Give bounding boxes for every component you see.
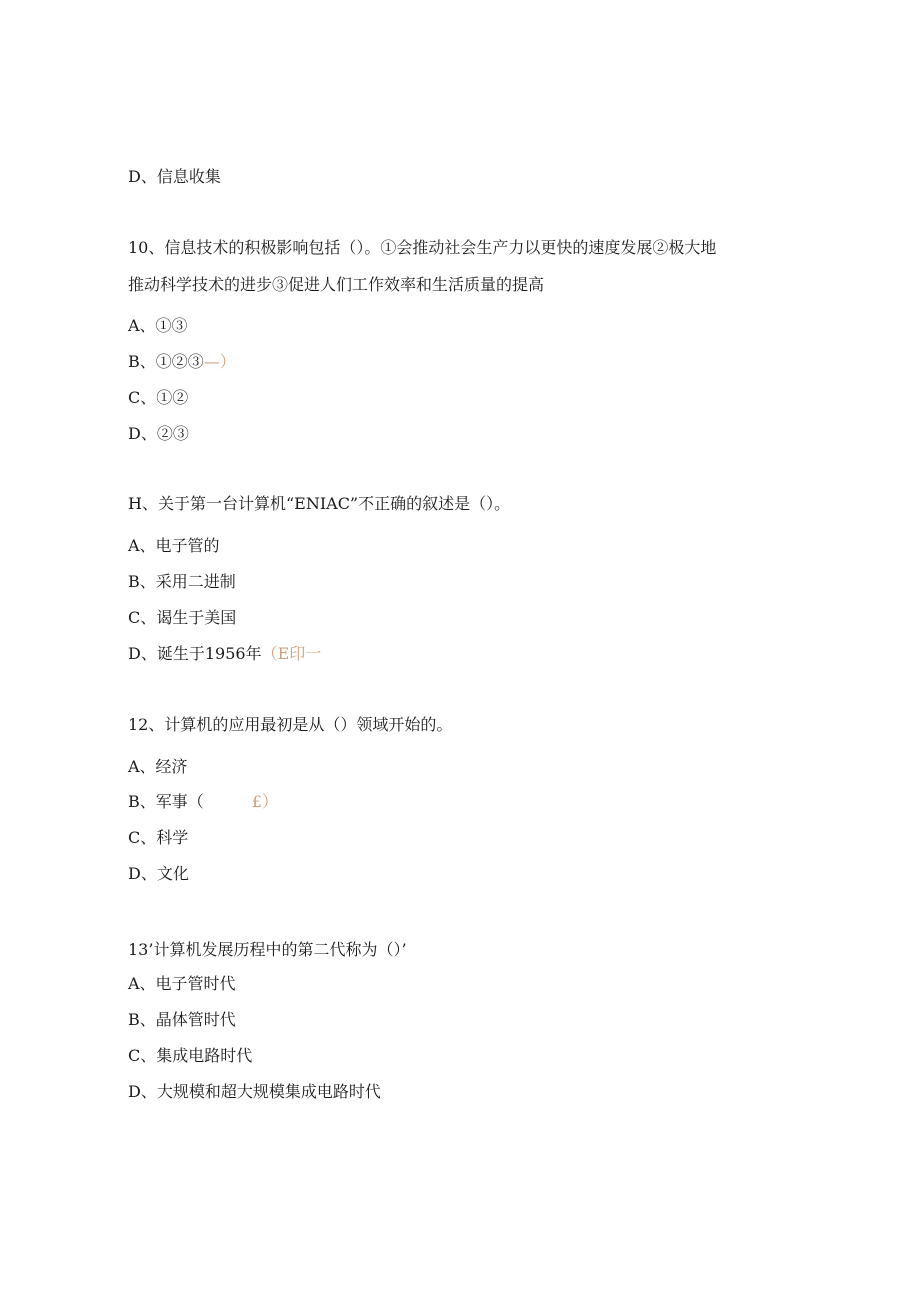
question-10-stem-line2: 推动科学技术的进步③促进人们工作效率和生活质量的提高: [128, 275, 545, 294]
option-d-prev: D、信息收集: [128, 167, 221, 186]
question-13-option-b: B、晶体管时代: [128, 1010, 236, 1029]
question-12-option-d: D、文化: [128, 864, 189, 883]
question-11-option-d: [128, 644, 321, 664]
question-11-option-d-text: D、诞生于1956年: [128, 644, 262, 663]
question-13-stem: 13’计算机发展历程中的第二代称为（）’: [128, 940, 407, 959]
question-13-option-c: C、集成电路时代: [128, 1046, 253, 1065]
question-13-option-d: D、大规模和超大规模集成电路时代: [128, 1082, 381, 1101]
question-12-option-b-text: B、军事（: [128, 792, 204, 811]
question-10-option-b-text: B、①②③: [128, 352, 204, 371]
question-12-stem: 12、计算机的应用最初是从（）领域开始的。: [128, 715, 453, 734]
question-10-option-b: [128, 352, 236, 372]
question-10-stem-line1: 10、信息技术的积极影响包括（）。①会推动社会生产力以更快的速度发展②极大地: [128, 238, 717, 257]
question-12-option-a: A、经济: [128, 757, 188, 776]
question-11-option-b: B、采用二进制: [128, 572, 236, 591]
question-10-option-c: C、①②: [128, 388, 189, 407]
question-13-option-a: A、电子管时代: [128, 974, 236, 993]
question-11-option-c: C、谒生于美国: [128, 608, 237, 627]
question-11-option-a: A、电子管的: [128, 536, 220, 555]
handwritten-mark: （E印一: [261, 644, 322, 663]
question-10-option-d: D、②③: [128, 424, 189, 443]
question-11-stem: H、关于第一台计算机“ENIAC”不正确的叙述是（）。: [128, 494, 511, 513]
handwritten-mark: —）: [203, 352, 236, 371]
handwritten-mark: £）: [251, 792, 278, 811]
question-12-option-c: C、科学: [128, 828, 189, 847]
question-10-option-a: A、①③: [128, 316, 188, 335]
question-12-option-b: [128, 792, 278, 812]
